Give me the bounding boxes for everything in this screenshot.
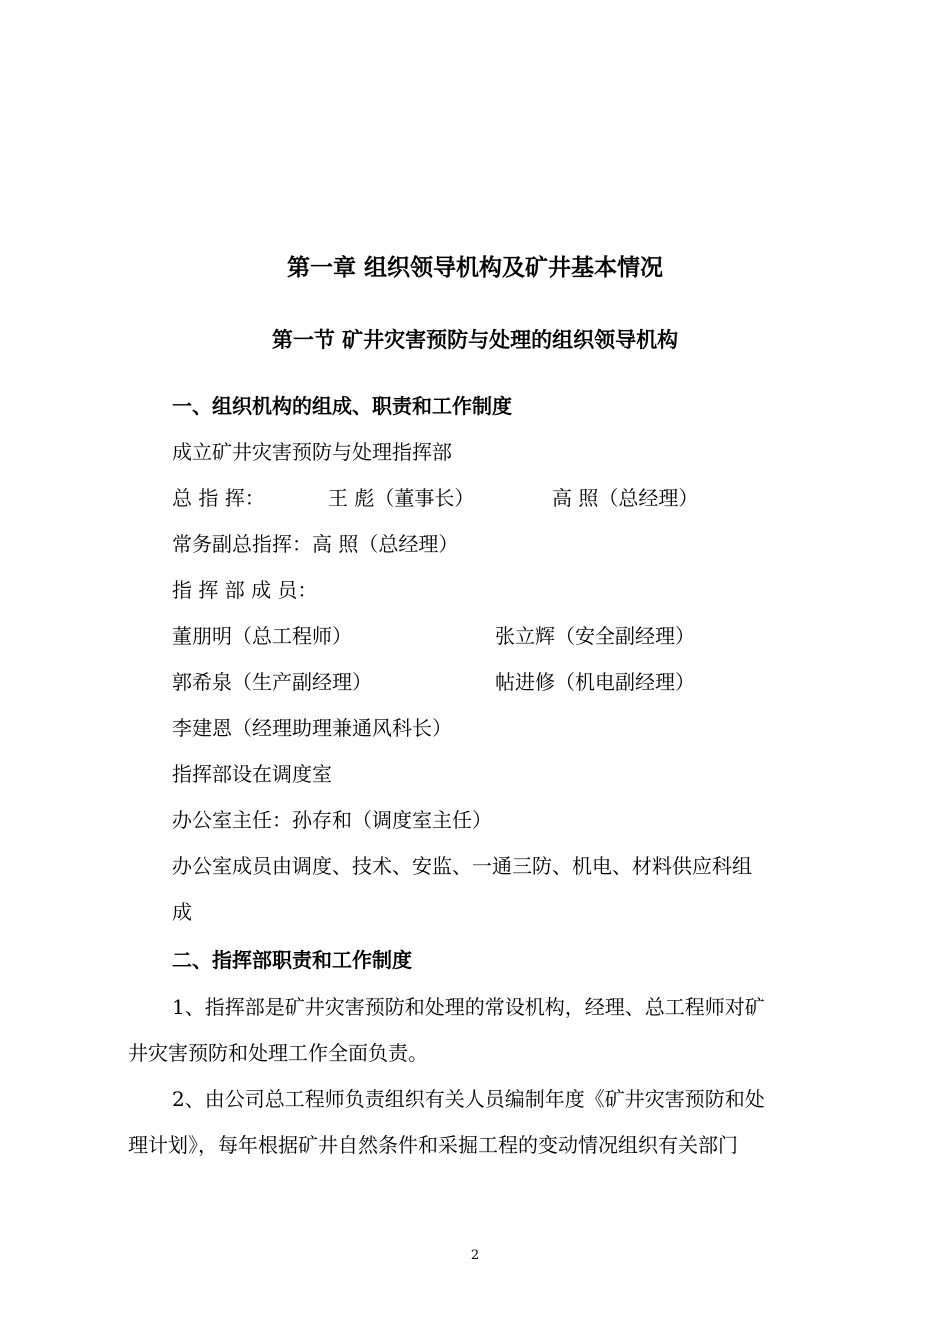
office-members-line: 办公室成员由调度、技术、安监、一通三防、机电、材料供应科组: [172, 854, 752, 878]
paragraph-line: 井灾害预防和处理工作全面负责。: [128, 1041, 428, 1065]
hq-location-line: 指挥部设在调度室: [172, 762, 332, 786]
paragraph-line: 1、指挥部是矿井灾害预防和处理的常设机构，经理、总工程师对矿: [172, 995, 765, 1019]
commander-name-2: 高 照（总经理）: [552, 486, 699, 510]
members-label: 指 挥 部 成 员：: [172, 578, 318, 602]
hq-established-line: 成立矿井灾害预防与处理指挥部: [172, 440, 452, 464]
page-number: 2: [470, 1248, 480, 1263]
deputy-commander-line: 常务副总指挥：高 照（总经理）: [172, 532, 459, 556]
chapter-title: 第一章 组织领导机构及矿井基本情况: [286, 255, 663, 281]
paragraph-line: 2、由公司总工程师负责组织有关人员编制年度《矿井灾害预防和处: [172, 1087, 765, 1111]
member-entry: 张立辉（安全副经理）: [495, 624, 695, 648]
commander-label: 总 指 挥：: [172, 486, 265, 510]
member-entry: 李建恩（经理助理兼通风科长）: [172, 716, 452, 740]
heading-hq-duties: 二、指挥部职责和工作制度: [172, 948, 412, 972]
member-entry: 郭希泉（生产副经理）: [172, 670, 372, 694]
office-director-line: 办公室主任：孙存和（调度室主任）: [172, 808, 492, 832]
heading-organization: 一、组织机构的组成、职责和工作制度: [172, 394, 512, 418]
office-members-line: 成: [172, 900, 192, 924]
commander-name-1: 王 彪（董事长）: [328, 486, 475, 510]
paragraph-line: 理计划》，每年根据矿井自然条件和采掘工程的变动情况组织有关部门: [128, 1133, 738, 1157]
member-entry: 帖进修（机电副经理）: [495, 670, 695, 694]
section-title: 第一节 矿井灾害预防与处理的组织领导机构: [271, 328, 679, 352]
member-entry: 董朋明（总工程师）: [172, 624, 352, 648]
